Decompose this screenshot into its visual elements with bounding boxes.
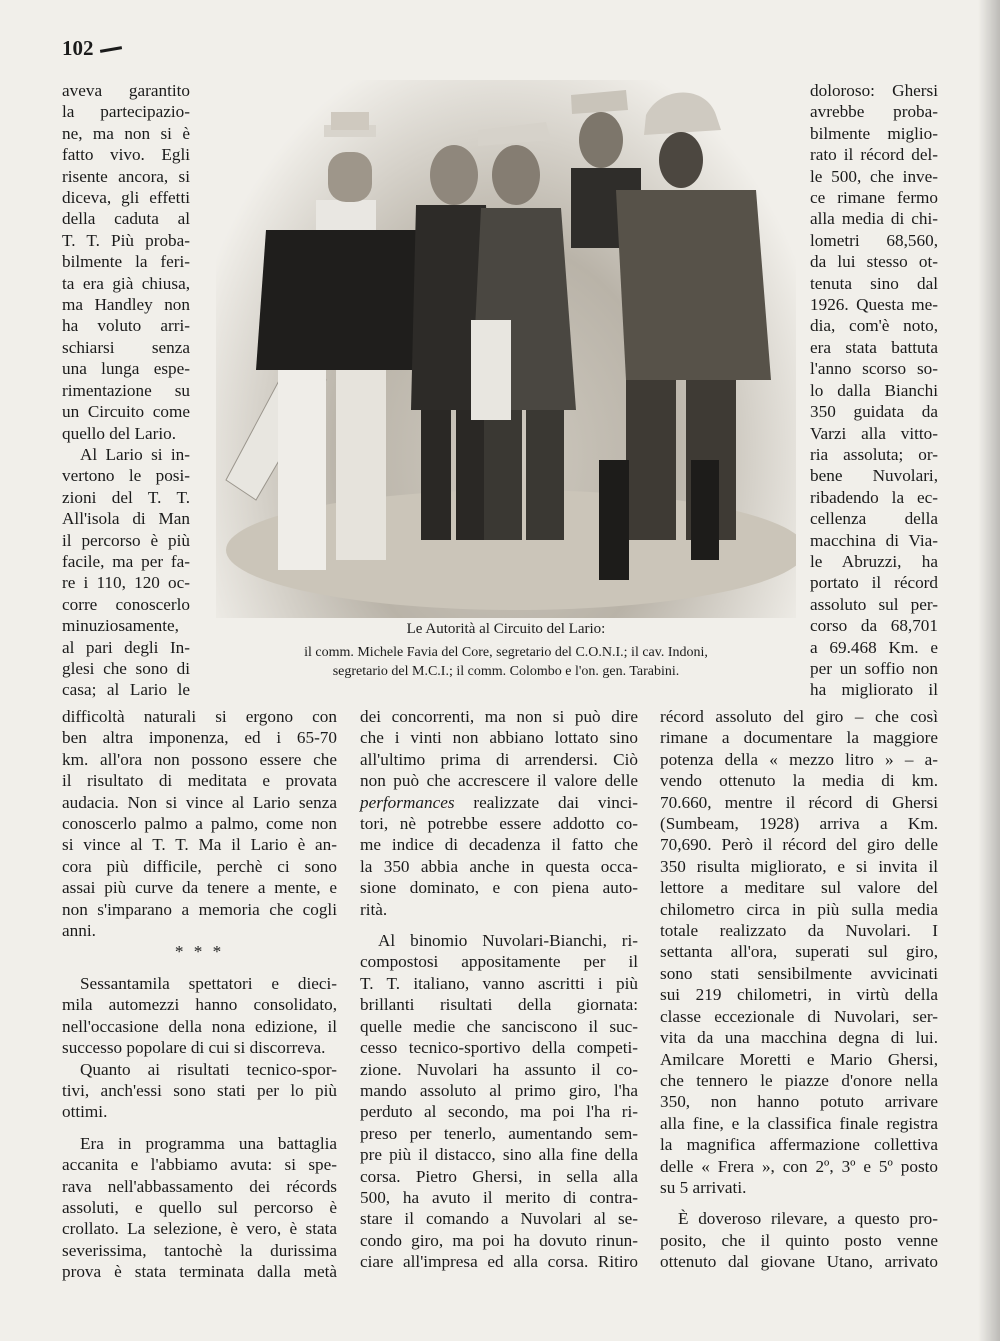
text-line: macchina di Via- <box>810 530 938 550</box>
text-line: delle « Frera », con 2º, 3º e 5º posto <box>660 1156 938 1176</box>
text-line: alla fine, e la classifica finale registra <box>660 1113 938 1133</box>
text-line: un Circuito come <box>62 402 190 422</box>
text-line: aveva garantito <box>62 81 190 100</box>
text-line: compostosi appositamente per il <box>360 952 638 972</box>
text-line: assoluti, e quello sul percorso è <box>62 1197 337 1217</box>
text-line: sui 219 chilometri, in virtù della <box>660 985 938 1005</box>
text-line: classe eccezionale di Nuvolari, ser- <box>660 1006 938 1026</box>
column-right-bottom <box>660 706 938 1273</box>
text-line: bilmente miglio- <box>810 123 938 143</box>
text-line: ce rimane fermo <box>810 188 938 208</box>
text-line: Amilcare Moretti e Mario Ghersi, <box>660 1049 938 1069</box>
text-line: crollato. La selezione, è vero, è stata <box>62 1219 337 1239</box>
text-line: conoscerlo palmo a palmo, come non <box>62 814 337 834</box>
text-line: T. T. Più proba- <box>62 230 190 250</box>
column-left-top <box>62 80 190 701</box>
text-line: potenza della « mezzo litro » – a- <box>660 749 938 769</box>
column-middle-bottom <box>360 706 638 1273</box>
text-line: la partecipazio- <box>62 102 190 122</box>
text-line: il percorso è più <box>62 530 190 550</box>
text-line: le 500, che inve- <box>810 166 938 186</box>
text-line: glesi che sono di <box>62 658 190 678</box>
text-line: chilometro circa in più sulla media <box>660 899 938 919</box>
text-line: ribadendo la ec- <box>810 487 938 507</box>
text-line: tivi, anch'essi sono stati per lo più <box>62 1080 337 1100</box>
text-line: della caduta al <box>62 209 190 229</box>
text-line: dei concorrenti, ma non si può dire <box>360 707 638 726</box>
text-line: prova è stata terminata dalla metà <box>62 1262 337 1282</box>
text-line: rimentazione su <box>62 380 190 400</box>
text-line: ciare all'impresa ed alla corsa. Ritiro <box>360 1252 638 1272</box>
photo-caption-title: Le Autorità al Circuito del Lario: <box>406 621 606 637</box>
text-line: sione dominato, e con piena auto- <box>360 878 638 898</box>
text-line: mila automezzi hanno consolidato, <box>62 995 337 1015</box>
photo-caption-line: segretario del M.C.I.; il comm. Colombo e l'on. gen. Tarabini. <box>332 664 680 679</box>
text-line: bene Nuvolari, <box>810 466 938 486</box>
text-line: risente ancora, si <box>62 166 190 186</box>
text-line: zione. Nuvolari ha assunto il co- <box>360 1059 638 1079</box>
text-line: al pari degli In- <box>62 637 190 657</box>
text-line: corso da 68,701 <box>810 616 938 636</box>
text-line: cellenza della <box>810 509 938 529</box>
text-line: che i vinti non abbiano lottato sino <box>360 728 638 748</box>
text-line: sono stati sensibilmente avvicinati <box>660 963 938 983</box>
text-line: nell'occasione della nona edizione, il <box>62 1016 337 1036</box>
text-line: ottenuto dal giovane Utano, arrivato <box>660 1252 938 1272</box>
text-line: non può che accrescere il valore delle <box>360 771 638 791</box>
text-line: dia, com'è noto, <box>810 316 938 336</box>
text-line: vita da una macchina degna di lui. <box>660 1028 938 1048</box>
text-line: da lui stesso ot- <box>810 252 938 272</box>
text-line: corsa. Pietro Ghersi, in sella alla <box>360 1166 638 1186</box>
text-line: lo dalla Bianchi <box>810 380 938 400</box>
text-line: lettore a meditare sul valore del <box>660 878 938 898</box>
text-line: audacia. Non si vince al Lario senza <box>62 792 337 812</box>
text-line: che tennero le piazze d'onore nella <box>660 1070 938 1090</box>
text-line: facile, ma per fa- <box>62 551 190 571</box>
text-line: 350 risulta migliorato, e si invita il <box>660 856 938 876</box>
text-line: condo giro, ma poi ha dovuto rinun- <box>360 1230 638 1250</box>
text-line: ne, ma non si è <box>62 123 190 143</box>
text-line: corre conoscerlo <box>62 594 190 614</box>
text-line: la magnifica affermazione collettiva <box>660 1135 938 1155</box>
text-line: 70,690. Però il récord del giro delle <box>660 835 938 855</box>
text-line: casa; al Lario le <box>62 680 190 700</box>
text-line: cora più difficile, perchè ci sono <box>62 856 337 876</box>
text-line: (Sumbeam, 1928) arriva a Km. <box>660 814 938 834</box>
text-line: 500, ha avuto il merito di contra- <box>360 1187 638 1207</box>
text-line: All'isola di Man <box>62 509 190 529</box>
text-line: re i 110, 120 oc- <box>62 573 190 593</box>
text-line: all'ultimo prima di arrendersi. Ciò <box>360 749 638 769</box>
text-line: il risultato di meditata e provata <box>62 771 337 791</box>
text-line: anni. <box>62 921 96 941</box>
text-line: alla media di chi- <box>810 209 938 229</box>
text-line: Al Lario si in- <box>80 444 190 464</box>
text-line: l'anno scorso so- <box>810 359 938 379</box>
text-line: minuziosamente, <box>62 616 179 636</box>
text-line: tenuta sino dal <box>810 273 938 293</box>
text-line: assoluto sul per- <box>810 594 938 614</box>
text-line: ria assoluta; or- <box>810 444 938 464</box>
text-line: Sessantamila spettatori e dieci- <box>80 973 337 993</box>
text-line: mando assoluto al primo giro, l'ha <box>360 1080 638 1100</box>
text-line: récord assoluto del giro – che così <box>660 707 938 726</box>
text-line: accanita e l'abbiamo avuta: si spe- <box>62 1155 337 1175</box>
text-line: bilmente la feri- <box>62 252 190 272</box>
text-line: rava nell'abbassamento dei récords <box>62 1176 337 1196</box>
text-line: 350, non hanno potuto arrivare <box>660 1092 938 1112</box>
text-line: la 350 abbia anche in questa occa- <box>360 856 638 876</box>
text-line: km. all'ora non possono essere che <box>62 749 337 769</box>
text-line: si vince al T. T. Ma il Lario è an- <box>62 835 337 855</box>
text-line: quello del Lario. <box>62 423 177 443</box>
text-line: È doveroso rilevare, a questo pro- <box>678 1209 938 1229</box>
photo-caption <box>216 620 796 681</box>
page-number: 102 <box>62 36 94 60</box>
text-line: quelle medie che sanciscono il suc- <box>360 1016 638 1036</box>
text-line: zioni del T. T. <box>62 487 190 507</box>
group-photograph <box>216 80 796 618</box>
column-left-bottom <box>62 706 337 1283</box>
text-line: Varzi alla vitto- <box>810 423 938 443</box>
text-line: totale realizzato da Nuvolari. I <box>660 921 938 941</box>
text-line: non s'imparano a memoria che cogli <box>62 899 337 919</box>
column-right-top <box>810 80 938 701</box>
text-line: rità. <box>360 899 388 919</box>
photo-figures <box>216 80 796 618</box>
text-line: performances realizzate dai vinci- <box>360 792 638 812</box>
text-line: diceva, gli effetti <box>62 188 190 208</box>
text-line: fatto vivo. Egli <box>62 145 190 165</box>
text-line: doloroso: Ghersi <box>810 81 938 100</box>
text-line: me indice di decadenza il fatto che <box>360 835 638 855</box>
text-line: era stata battuta <box>810 337 938 357</box>
text-line: schiarsi senza <box>62 337 190 357</box>
text-line: lometri 68,560, <box>810 230 938 250</box>
text-line: rato il récord del- <box>810 145 938 165</box>
text-line: tori, nè potrebbe essere addotto co- <box>360 814 638 834</box>
text-line: ha voluto arri- <box>62 316 190 336</box>
text-line: ha migliorato il <box>810 680 938 700</box>
text-line: Era in programma una battaglia <box>80 1133 337 1153</box>
text-line: successo popolare di cui si discorreva. <box>62 1038 326 1058</box>
text-line: ben altra imponenza, ed i 65-70 <box>62 728 337 748</box>
text-line: * * * <box>174 942 225 962</box>
text-line: brillanti risultati della giornata: <box>360 995 638 1015</box>
text-line: T. T. italiano, vanno ascritti i più <box>360 973 638 993</box>
text-line: 350 guidata da <box>810 402 938 422</box>
text-line: ma Handley non <box>62 295 190 315</box>
text-line: stare il comando a Nuvolari al se- <box>360 1209 638 1229</box>
page-number-ornament <box>100 46 122 53</box>
text-line: 70.660, mentre il récord di Ghersi <box>660 792 938 812</box>
text-line: assai più curve da tenere a mente, e <box>62 878 337 898</box>
text-line: perduto al secondo, ma poi l'ha ri- <box>360 1102 638 1122</box>
text-line: vendo ottenuto la media di km. <box>660 771 938 791</box>
text-line: per un soffio non <box>810 658 938 678</box>
text-line: settanta all'ora, superati sul giro, <box>660 942 938 962</box>
text-line: posito, che il quinto posto venne <box>660 1230 938 1250</box>
text-line: severissima, tantochè la durissima <box>62 1240 337 1260</box>
text-line: rimane a documentare la maggiore <box>660 728 938 748</box>
photo-caption-line: il comm. Michele Favia del Core, segretario del C.O.N.I.; il cav. Indoni, <box>304 645 708 660</box>
text-line: 1926. Questa me- <box>810 295 938 315</box>
text-line: una lunga espe- <box>62 359 190 379</box>
text-line: cesso tecnico-sportivo della competi- <box>360 1038 638 1058</box>
text-line: ta era già chiusa, <box>62 273 190 293</box>
text-line: difficoltà naturali si ergono con <box>62 707 337 726</box>
text-line: a 69.468 Km. e <box>810 637 938 657</box>
text-line: le Abruzzi, ha <box>810 551 938 571</box>
text-line: vertono le posi- <box>62 466 190 486</box>
text-line: ottimi. <box>62 1102 108 1122</box>
text-line: pre più il distacco, sino alla fine della <box>360 1145 638 1165</box>
text-line: preso per tenerlo, aumentando sem- <box>360 1123 638 1143</box>
text-line: portato il récord <box>810 573 938 593</box>
text-line: su 5 arrivati. <box>660 1177 747 1197</box>
text-line: Quanto ai risultati tecnico-spor- <box>80 1059 337 1079</box>
page-edge-shadow <box>978 0 1000 1341</box>
text-line: Al binomio Nuvolari-Bianchi, ri- <box>378 931 638 951</box>
text-line: avrebbe proba- <box>810 102 938 122</box>
